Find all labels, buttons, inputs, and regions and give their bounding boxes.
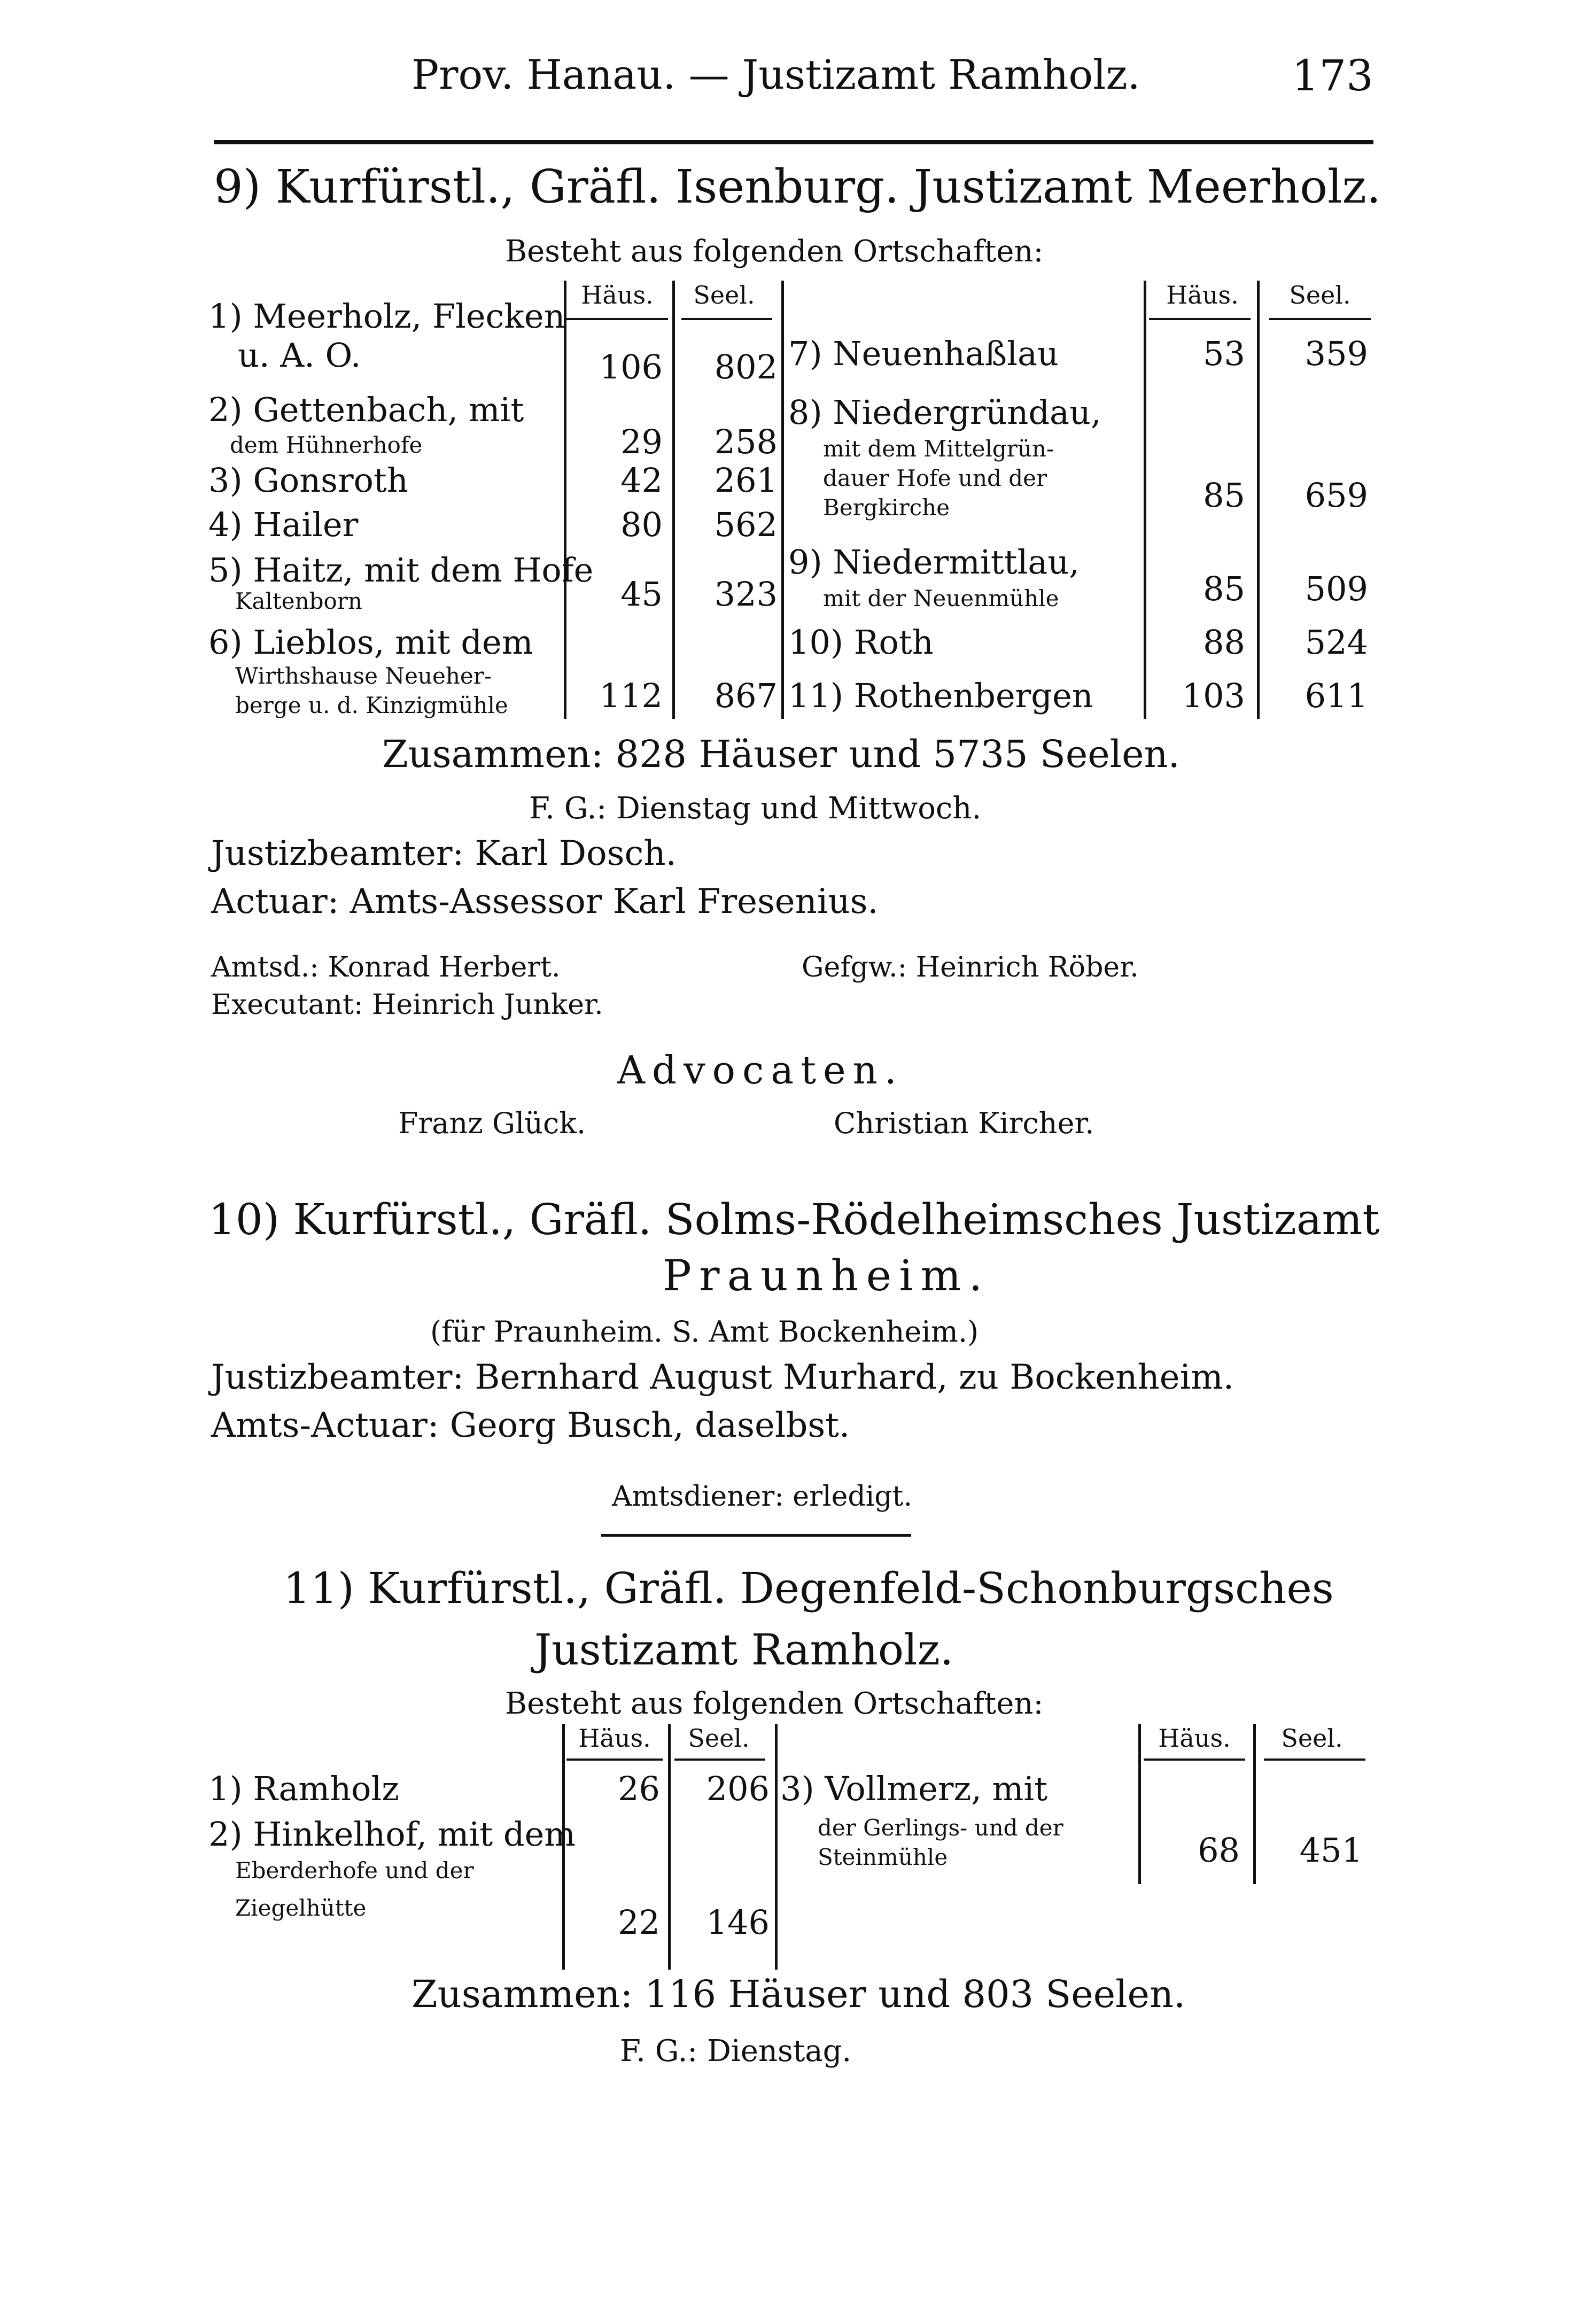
place-note: der Gerlings- und der <box>818 1815 1063 1841</box>
header-underline <box>1269 318 1371 320</box>
haeuser-value: 88 <box>1203 623 1245 662</box>
place-note: Wirthshause Neueher- <box>235 663 492 689</box>
running-title: Prov. Hanau. — Justizamt Ramholz. <box>411 51 1140 98</box>
section-10-title: 10) Kurfürstl., Gräfl. Solms-Rödelheimsches Justizamt <box>208 1195 1380 1244</box>
section-11-subtitle: Besteht aus folgenden Ortschaften: <box>505 1686 1044 1721</box>
place-name: 2) Gettenbach, mit <box>208 390 524 429</box>
section-9-gefangenwaerter: Gefgw.: Heinrich Röber. <box>802 951 1139 983</box>
column-rule <box>781 281 784 719</box>
place-name: 5) Haitz, mit dem Hofe <box>208 551 594 590</box>
place-name: 7) Neuenhaßlau <box>788 334 1059 373</box>
seelen-value: 524 <box>1305 623 1368 662</box>
column-rule <box>775 1724 778 1970</box>
seelen-value: 451 <box>1299 1831 1363 1870</box>
column-rule <box>1138 1724 1141 1884</box>
place-note: Kaltenborn <box>235 588 362 614</box>
section-10-amtsdiener: Amtsdiener: erledigt. <box>612 1481 912 1513</box>
seelen-value: 802 <box>714 347 778 386</box>
haeuser-value: 53 <box>1203 334 1245 373</box>
section-10-title-place: Praunheim. <box>663 1251 990 1300</box>
place-name: 6) Lieblos, mit dem <box>208 623 533 662</box>
place-name: 2) Hinkelhof, mit dem <box>208 1815 576 1854</box>
haeuser-value: 80 <box>620 505 663 544</box>
place-note: Ziegelhütte <box>235 1895 367 1921</box>
col-header-haeuser: Häus. <box>578 1724 651 1753</box>
seelen-value: 509 <box>1305 569 1368 608</box>
seelen-value: 659 <box>1305 476 1368 515</box>
column-rule <box>564 281 566 719</box>
column-rule <box>1253 1724 1256 1884</box>
col-header-seelen: Seel. <box>693 281 755 309</box>
seelen-value: 258 <box>714 422 778 461</box>
haeuser-value: 68 <box>1198 1831 1240 1870</box>
advocat-name: Christian Kircher. <box>834 1106 1094 1140</box>
section-11-title-place: Justizamt Ramholz. <box>534 1625 954 1675</box>
header-underline <box>1149 318 1251 320</box>
place-note: Bergkirche <box>823 494 950 521</box>
section-separator <box>601 1534 911 1537</box>
advocaten-heading: Advocaten. <box>617 1048 904 1093</box>
section-9-justizbeamter: Justizbeamter: Karl Dosch. <box>211 834 677 873</box>
header-underline <box>566 1759 663 1761</box>
section-9-subtitle: Besteht aus folgenden Ortschaften: <box>505 234 1044 269</box>
column-rule <box>1144 281 1146 719</box>
place-name: 8) Niedergründau, <box>788 393 1101 432</box>
section-9-executant: Executant: Heinrich Junker. <box>211 989 603 1021</box>
column-rule <box>668 1724 671 1970</box>
seelen-value: 867 <box>714 676 778 715</box>
haeuser-value: 45 <box>620 575 663 614</box>
place-note: dauer Hofe und der <box>823 465 1047 491</box>
seelen-value: 206 <box>706 1769 770 1808</box>
place-name: 4) Hailer <box>208 505 359 544</box>
section-9-amtsdiener: Amtsd.: Konrad Herbert. <box>211 951 561 983</box>
place-note: Eberderhofe und der <box>235 1857 474 1884</box>
place-name: 1) Ramholz <box>208 1769 399 1808</box>
place-note: mit der Neuenmühle <box>823 585 1059 611</box>
section-9-court-days: F. G.: Dienstag und Mittwoch. <box>529 791 982 826</box>
running-header <box>214 51 1373 110</box>
place-name: 10) Roth <box>788 623 934 662</box>
haeuser-value: 106 <box>599 347 663 386</box>
col-header-seelen: Seel. <box>688 1724 750 1753</box>
advocat-name: Franz Glück. <box>398 1106 586 1140</box>
section-10-note: (für Praunheim. S. Amt Bockenheim.) <box>430 1315 979 1349</box>
seelen-value: 146 <box>706 1903 770 1942</box>
header-underline <box>681 318 772 320</box>
section-10-justizbeamter: Justizbeamter: Bernhard August Murhard, zu Bockenheim. <box>211 1358 1234 1397</box>
place-name: 3) Gonsroth <box>208 461 408 500</box>
haeuser-value: 112 <box>599 676 663 715</box>
header-underline <box>1144 1759 1245 1761</box>
haeuser-value: 85 <box>1203 476 1245 515</box>
header-underline <box>566 318 668 320</box>
section-11-court-days: F. G.: Dienstag. <box>620 2034 852 2069</box>
place-note: Steinmühle <box>818 1844 948 1870</box>
col-header-haeuser: Häus. <box>1158 1724 1231 1753</box>
haeuser-value: 103 <box>1182 676 1245 715</box>
col-header-haeuser: Häus. <box>1166 281 1239 309</box>
col-header-seelen: Seel. <box>1281 1724 1343 1753</box>
place-name: 3) Vollmerz, mit <box>780 1769 1048 1808</box>
haeuser-value: 42 <box>620 461 663 500</box>
col-header-seelen: Seel. <box>1289 281 1351 309</box>
place-note: dem Hühnerhofe <box>230 432 423 458</box>
column-rule <box>1257 281 1260 719</box>
place-name: 11) Rothenbergen <box>788 676 1093 715</box>
section-9-total: Zusammen: 828 Häuser und 5735 Seelen. <box>382 732 1180 776</box>
col-header-haeuser: Häus. <box>581 281 654 309</box>
header-underline <box>674 1759 765 1761</box>
section-9-title: 9) Kurfürstl., Gräfl. Isenburg. Justizamt Meerholz. <box>214 160 1381 214</box>
place-name: 1) Meerholz, Flecken <box>208 297 565 336</box>
section-11-total: Zusammen: 116 Häuser und 803 Seelen. <box>411 1972 1186 2016</box>
page-number: 173 <box>1292 51 1373 100</box>
place-name: 9) Niedermittlau, <box>788 543 1080 582</box>
haeuser-value: 22 <box>618 1903 660 1942</box>
seelen-value: 261 <box>714 461 778 500</box>
column-rule <box>672 281 675 719</box>
place-note: berge u. d. Kinzigmühle <box>235 692 508 718</box>
place-note: u. A. O. <box>238 336 361 375</box>
seelen-value: 611 <box>1305 676 1368 715</box>
haeuser-value: 85 <box>1203 569 1245 608</box>
section-11-title: 11) Kurfürstl., Gräfl. Degenfeld-Schonburgsches <box>283 1563 1334 1613</box>
seelen-value: 562 <box>714 505 778 544</box>
section-9-actuar: Actuar: Amts-Assessor Karl Fresenius. <box>211 882 879 921</box>
haeuser-value: 29 <box>620 422 663 461</box>
place-note: mit dem Mittelgrün- <box>823 436 1054 462</box>
seelen-value: 323 <box>714 575 778 614</box>
haeuser-value: 26 <box>618 1769 660 1808</box>
seelen-value: 359 <box>1305 334 1368 373</box>
header-rule <box>214 140 1373 144</box>
section-10-actuar: Amts-Actuar: Georg Busch, daselbst. <box>211 1406 850 1445</box>
header-underline <box>1264 1759 1365 1761</box>
